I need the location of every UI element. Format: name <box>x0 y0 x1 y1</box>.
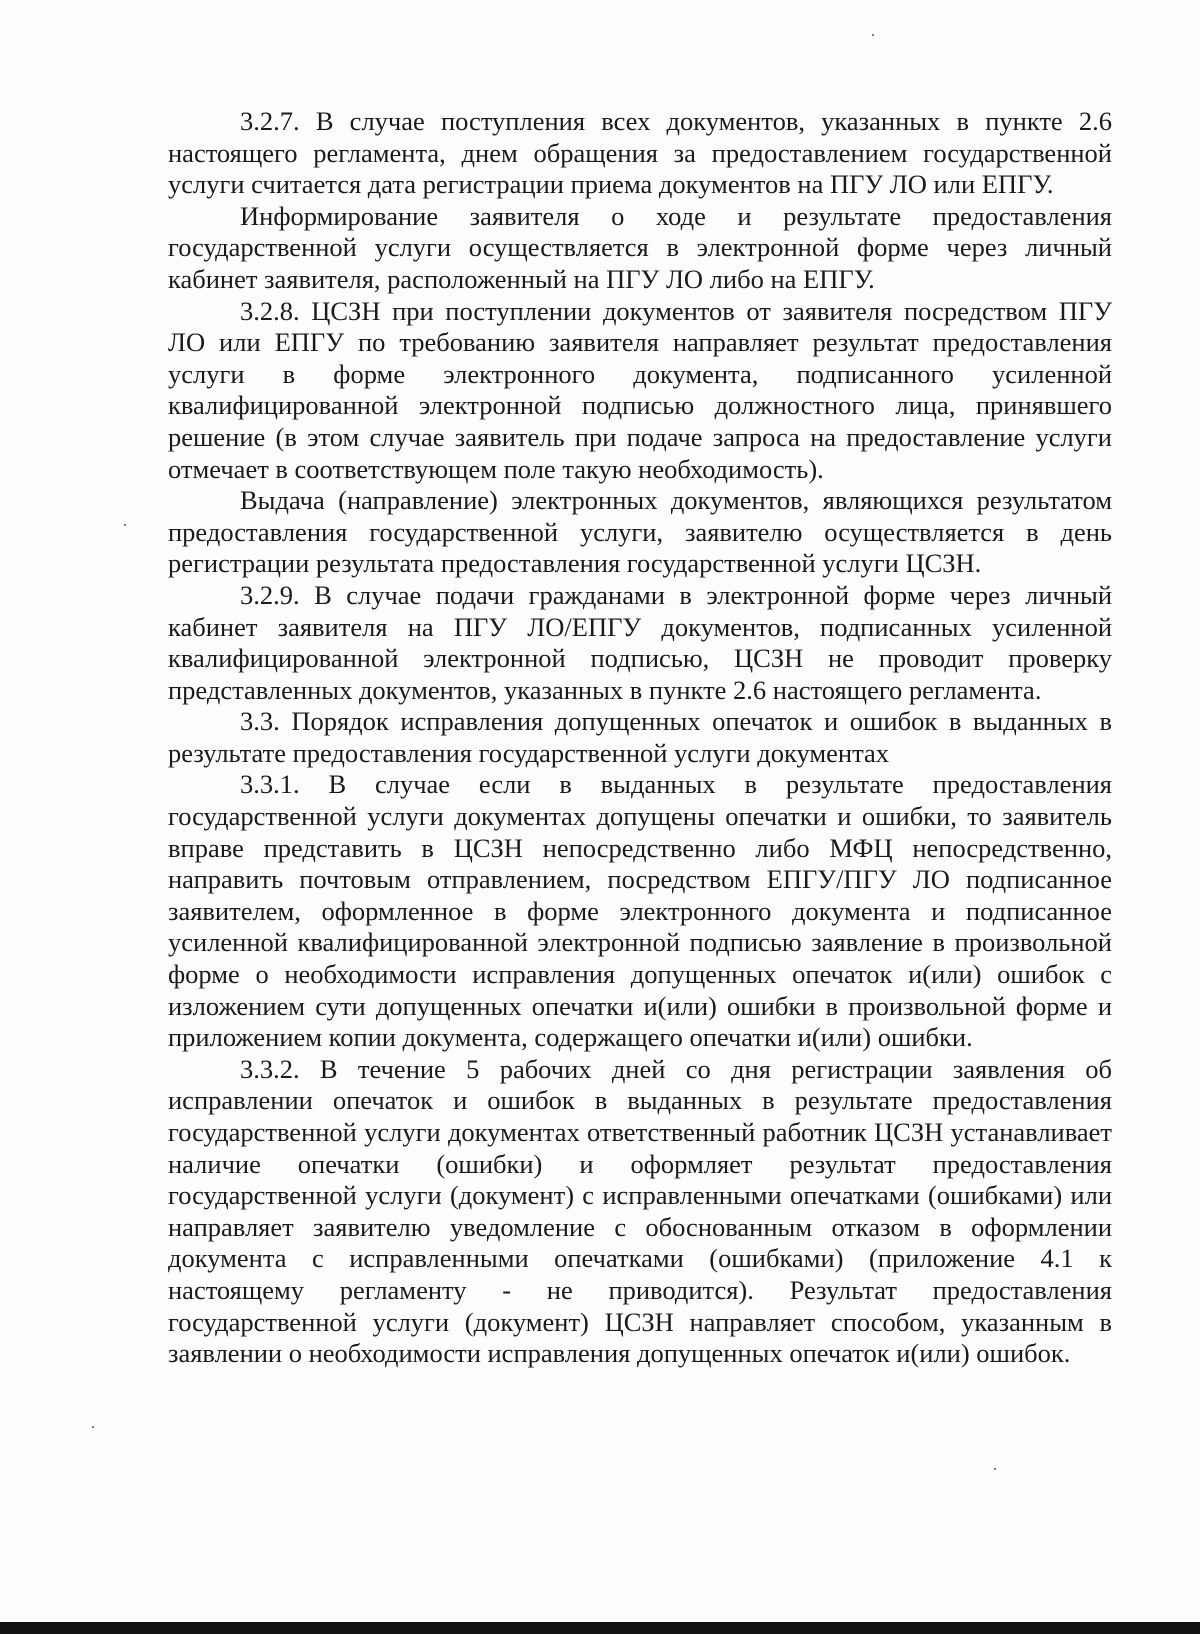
scan-speck <box>124 524 126 526</box>
scan-bottom-edge <box>0 1622 1200 1634</box>
paragraph-informing: Информирование заявителя о ходе и результате предоставления государственной услуги осуществляется в электронной форме через личный кабинет заявителя, расположенный на ПГУ ЛО либо на ЕПГУ. <box>168 200 1112 294</box>
paragraph-3-3-2: 3.3.2. В течение 5 рабочих дней со дня регистрации заявления об исправлении опечаток и ошибок в выданных в результате предоставления государственной услуги документах ответственный работник ЦСЗН устанавливает наличие опечатки (ошибки) и оформляет результат предоставления государственной услуги (документ) с исправленными опечатками (ошибками) или направляет заявителю уведомление с обоснованным отказом в оформлении документа с исправленными опечатками (ошибками) (приложение 4.1 к настоящему регламенту - не приводится). Результат предоставления государственной услуги (документ) ЦСЗН направляет способом, указанным в заявлении о необходимости исправления допущенных опечаток и(или) ошибок. <box>168 1053 1112 1369</box>
paragraph-3-3: 3.3. Порядок исправления допущенных опечаток и ошибок в выданных в результате предоставления государственной услуги документах <box>168 706 1112 768</box>
paragraph-3-2-8: 3.2.8. ЦСЗН при поступлении документов от заявителя посредством ПГУ ЛО или ЕПГУ по требованию заявителя направляет результат предоставления услуги в форме электронного документа, подписанного усиленной квалифицированной электронной подписью должностного лица, принявшего решение (в этом случае заявитель при подаче запроса на предоставление услуги отмечает в соответствующем поле такую необходимость). <box>168 295 1112 484</box>
scan-speck <box>994 1468 996 1470</box>
paragraph-3-2-7: 3.2.7. В случае поступления всех документов, указанных в пункте 2.6 настоящего регламента, днем обращения за предоставлением государственной услуги считается дата регистрации приема документов на ПГУ ЛО или ЕПГУ. <box>168 106 1112 200</box>
scan-speck <box>92 1426 94 1428</box>
paragraph-3-3-1: 3.3.1. В случае если в выданных в результате предоставления государственной услуги документах допущены опечатки и ошибки, то заявитель вправе представить в ЦСЗН непосредственно либо МФЦ непосредственно, направить почтовым отправлением, посредством ЕПГУ/ПГУ ЛО подписанное заявителем, оформленное в форме электронного документа и подписанное усиленной квалифицированной электронной подписью заявление в произвольной форме о необходимости исправления допущенных опечаток и(или) ошибок с изложением сути допущенных опечатки и(или) ошибки в произвольной форме и приложением копии документа, содержащего опечатки и(или) ошибки. <box>168 769 1112 1053</box>
paragraph-issuance: Выдача (направление) электронных документов, являющихся результатом предоставления государственной услуги, заявителю осуществляется в день регистрации результата предоставления государственной услуги ЦСЗН. <box>168 485 1112 579</box>
paragraph-3-2-9: 3.2.9. В случае подачи гражданами в электронной форме через личный кабинет заявителя на ПГУ ЛО/ЕПГУ документов, подписанных усиленной квалифицированной электронной подписью, ЦСЗН не проводит проверку представленных документов, указанных в пункте 2.6 настоящего регламента. <box>168 579 1112 705</box>
scan-speck <box>872 34 874 36</box>
document-body <box>168 106 1112 1370</box>
